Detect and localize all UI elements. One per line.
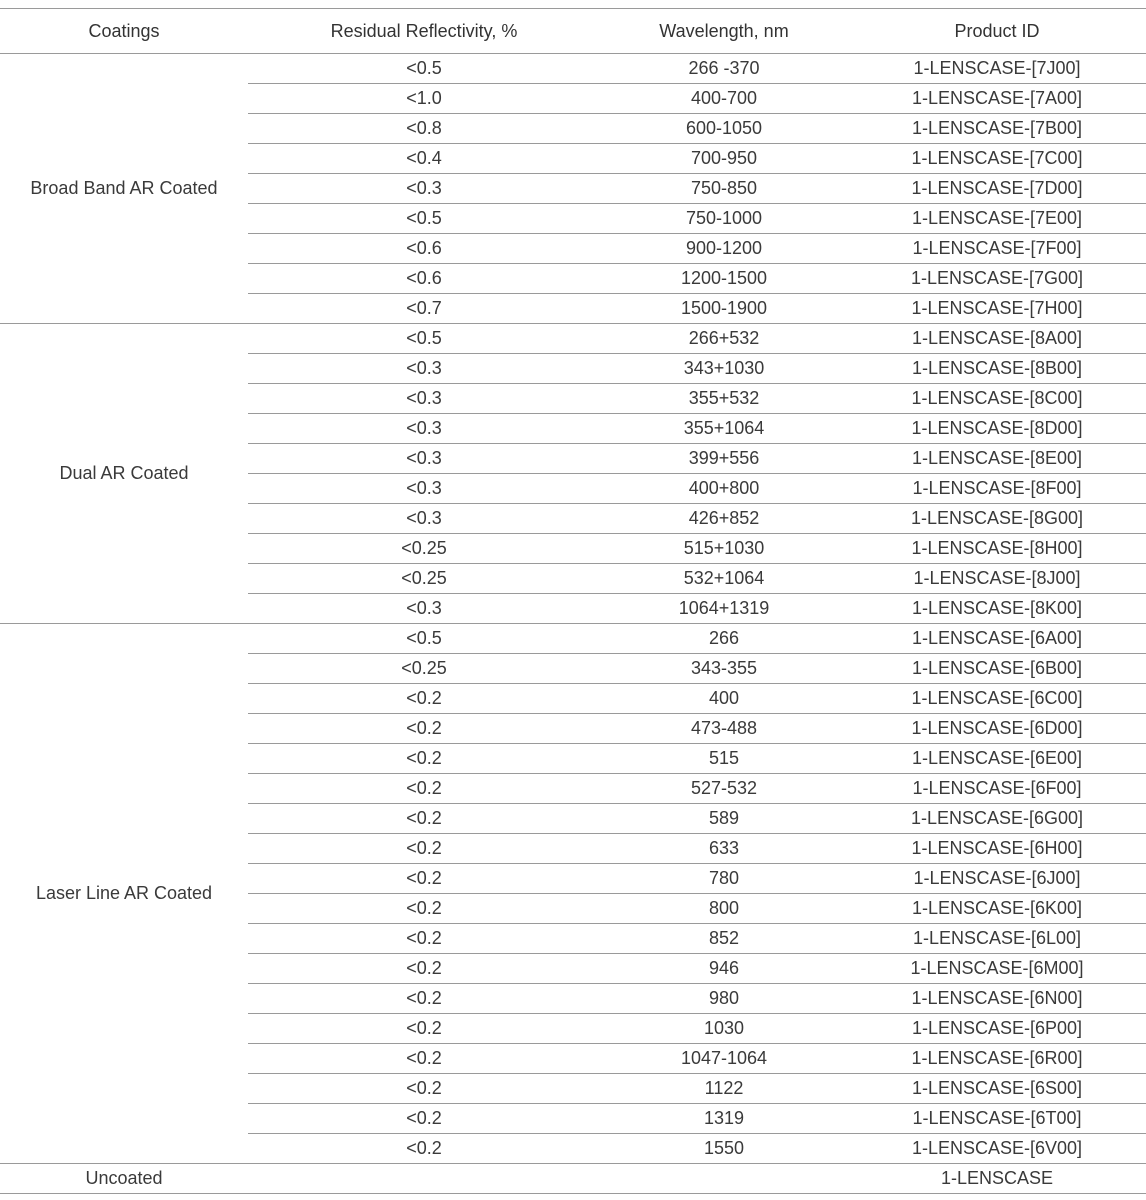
table-header [0,9,1146,54]
wavelength-cell: 355+1064 [600,414,848,444]
product-id-cell: 1-LENSCASE-[8F00] [848,474,1146,504]
reflectivity-cell: <0.2 [248,684,600,714]
product-id-cell: 1-LENSCASE-[8J00] [848,564,1146,594]
wavelength-cell: 343+1030 [600,354,848,384]
reflectivity-cell: <0.2 [248,924,600,954]
reflectivity-cell: <0.2 [248,954,600,984]
product-id-cell: 1-LENSCASE-[7D00] [848,174,1146,204]
wavelength-cell: 780 [600,864,848,894]
reflectivity-cell: <0.2 [248,864,600,894]
reflectivity-cell: <0.2 [248,1044,600,1074]
reflectivity-cell: <0.3 [248,414,600,444]
wavelength-cell: 532+1064 [600,564,848,594]
product-id-cell: 1-LENSCASE-[6F00] [848,774,1146,804]
product-id-cell: 1-LENSCASE-[6H00] [848,834,1146,864]
reflectivity-cell: <0.6 [248,234,600,264]
wavelength-cell: 800 [600,894,848,924]
product-id-cell: 1-LENSCASE-[8E00] [848,444,1146,474]
wavelength-cell: 266+532 [600,324,848,354]
header-wavelength: Wavelength, nm [600,9,848,54]
product-id-cell: 1-LENSCASE-[6M00] [848,954,1146,984]
reflectivity-cell: <0.3 [248,444,600,474]
product-id-cell: 1-LENSCASE-[7H00] [848,294,1146,324]
wavelength-cell: 1319 [600,1104,848,1134]
wavelength-cell: 527-532 [600,774,848,804]
wavelength-cell: 1200-1500 [600,264,848,294]
product-id-cell: 1-LENSCASE-[6V00] [848,1134,1146,1164]
header-coatings: Coatings [0,9,248,54]
product-id-cell: 1-LENSCASE-[8D00] [848,414,1146,444]
product-id-cell: 1-LENSCASE-[6R00] [848,1044,1146,1074]
wavelength-cell: 750-850 [600,174,848,204]
reflectivity-cell: <0.2 [248,1014,600,1044]
coating-product-table [0,8,1146,1194]
table-row [0,624,1146,654]
product-id-cell: 1-LENSCASE-[6T00] [848,1104,1146,1134]
reflectivity-cell [248,1164,600,1194]
product-id-cell: 1-LENSCASE-[7A00] [848,84,1146,114]
reflectivity-cell: <0.3 [248,504,600,534]
wavelength-cell: 426+852 [600,504,848,534]
product-id-cell: 1-LENSCASE-[6N00] [848,984,1146,1014]
reflectivity-cell: <0.2 [248,894,600,924]
product-id-cell: 1-LENSCASE-[6J00] [848,864,1146,894]
reflectivity-cell: <0.2 [248,774,600,804]
reflectivity-cell: <1.0 [248,84,600,114]
product-id-cell: 1-LENSCASE-[8C00] [848,384,1146,414]
reflectivity-cell: <0.25 [248,564,600,594]
wavelength-cell: 600-1050 [600,114,848,144]
product-id-cell: 1-LENSCASE-[7B00] [848,114,1146,144]
reflectivity-cell: <0.7 [248,294,600,324]
reflectivity-cell: <0.5 [248,204,600,234]
reflectivity-cell: <0.4 [248,144,600,174]
product-id-cell: 1-LENSCASE-[8K00] [848,594,1146,624]
reflectivity-cell: <0.3 [248,384,600,414]
table-row [0,54,1146,84]
table-row [0,324,1146,354]
wavelength-cell: 266 -370 [600,54,848,84]
wavelength-cell: 1030 [600,1014,848,1044]
product-id-cell: 1-LENSCASE-[6P00] [848,1014,1146,1044]
wavelength-cell: 400+800 [600,474,848,504]
wavelength-cell: 399+556 [600,444,848,474]
product-id-cell: 1-LENSCASE-[7F00] [848,234,1146,264]
header-row [0,9,1146,54]
product-id-cell: 1-LENSCASE-[8G00] [848,504,1146,534]
coating-group-cell: Laser Line AR Coated [0,624,248,1164]
product-id-cell: 1-LENSCASE-[7J00] [848,54,1146,84]
header-residual-reflectivity: Residual Reflectivity, % [248,9,600,54]
product-id-cell: 1-LENSCASE-[7G00] [848,264,1146,294]
reflectivity-cell: <0.25 [248,534,600,564]
reflectivity-cell: <0.2 [248,804,600,834]
wavelength-cell: 343-355 [600,654,848,684]
wavelength-cell: 980 [600,984,848,1014]
wavelength-cell: 473-488 [600,714,848,744]
wavelength-cell: 1550 [600,1134,848,1164]
header-product-id: Product ID [848,9,1146,54]
reflectivity-cell: <0.3 [248,474,600,504]
reflectivity-cell: <0.8 [248,114,600,144]
wavelength-cell: 515 [600,744,848,774]
reflectivity-cell: <0.5 [248,54,600,84]
wavelength-cell: 900-1200 [600,234,848,264]
product-id-cell: 1-LENSCASE-[8B00] [848,354,1146,384]
reflectivity-cell: <0.2 [248,1134,600,1164]
wavelength-cell: 852 [600,924,848,954]
wavelength-cell: 1064+1319 [600,594,848,624]
product-id-cell: 1-LENSCASE-[6E00] [848,744,1146,774]
wavelength-cell: 946 [600,954,848,984]
product-id-cell: 1-LENSCASE-[6K00] [848,894,1146,924]
reflectivity-cell: <0.2 [248,744,600,774]
reflectivity-cell: <0.6 [248,264,600,294]
product-id-cell: 1-LENSCASE-[6L00] [848,924,1146,954]
wavelength-cell: 589 [600,804,848,834]
wavelength-cell: 355+532 [600,384,848,414]
wavelength-cell: 633 [600,834,848,864]
product-id-cell: 1-LENSCASE-[6S00] [848,1074,1146,1104]
reflectivity-cell: <0.2 [248,1104,600,1134]
coating-group-cell: Dual AR Coated [0,324,248,624]
reflectivity-cell: <0.5 [248,324,600,354]
reflectivity-cell: <0.25 [248,654,600,684]
reflectivity-cell: <0.5 [248,624,600,654]
wavelength-cell: 1500-1900 [600,294,848,324]
table-row [0,1164,1146,1194]
product-id-cell: 1-LENSCASE-[8H00] [848,534,1146,564]
product-id-cell: 1-LENSCASE-[6D00] [848,714,1146,744]
reflectivity-cell: <0.3 [248,594,600,624]
table-body [0,54,1146,1194]
product-id-cell: 1-LENSCASE [848,1164,1146,1194]
wavelength-cell: 400-700 [600,84,848,114]
wavelength-cell: 400 [600,684,848,714]
reflectivity-cell: <0.2 [248,714,600,744]
reflectivity-cell: <0.3 [248,174,600,204]
reflectivity-cell: <0.2 [248,984,600,1014]
wavelength-cell: 515+1030 [600,534,848,564]
product-id-cell: 1-LENSCASE-[7C00] [848,144,1146,174]
wavelength-cell: 750-1000 [600,204,848,234]
product-id-cell: 1-LENSCASE-[7E00] [848,204,1146,234]
wavelength-cell: 266 [600,624,848,654]
wavelength-cell: 1047-1064 [600,1044,848,1074]
product-id-cell: 1-LENSCASE-[6C00] [848,684,1146,714]
product-id-cell: 1-LENSCASE-[8A00] [848,324,1146,354]
product-id-cell: 1-LENSCASE-[6A00] [848,624,1146,654]
reflectivity-cell: <0.2 [248,1074,600,1104]
product-id-cell: 1-LENSCASE-[6G00] [848,804,1146,834]
reflectivity-cell: <0.3 [248,354,600,384]
reflectivity-cell: <0.2 [248,834,600,864]
coating-group-cell: Uncoated [0,1164,248,1194]
wavelength-cell: 1122 [600,1074,848,1104]
coating-group-cell: Broad Band AR Coated [0,54,248,324]
product-id-cell: 1-LENSCASE-[6B00] [848,654,1146,684]
wavelength-cell: 700-950 [600,144,848,174]
wavelength-cell [600,1164,848,1194]
